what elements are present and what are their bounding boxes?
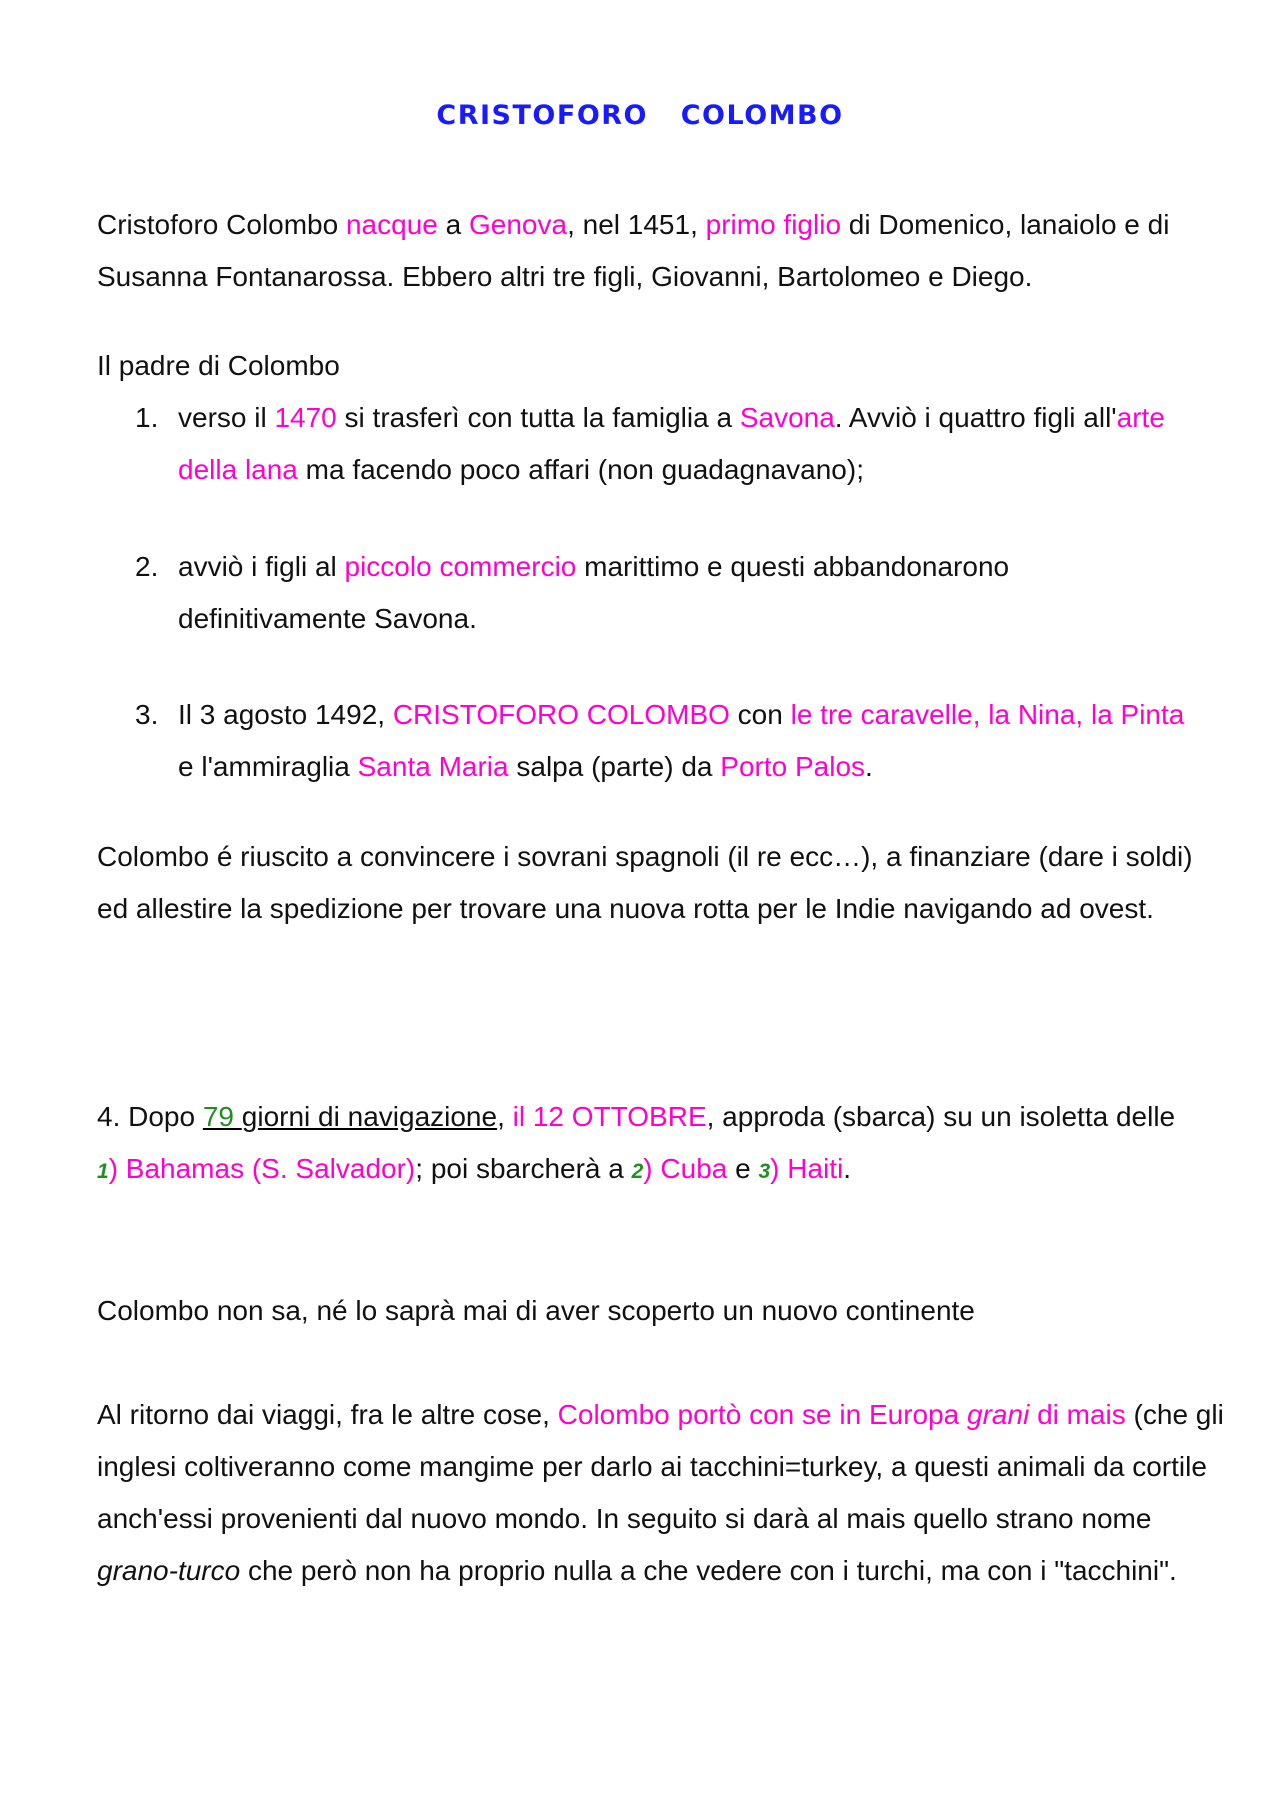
island-number-1: 1 [97,1160,109,1183]
list-item-3-text: Il 3 agosto 1492, CRISTOFORO COLOMBO con le tre caravelle, la Nina, la Pinta e l'ammiraglia Santa Maria salpa (parte) da Porto Palos. [178,699,1185,782]
island-number-3: 3 [758,1160,771,1183]
list-number-2: 2. [135,551,159,582]
paragraph-landing: 4. Dopo 79 giorni di navigazione, il 12 OTTOBRE, approda (sbarca) su un isoletta delle 1) Bahamas (S. Salvador); poi sbarcherà a 2) Cuba e 3) Haiti. [97,1101,1176,1184]
list-item-1 [97,392,1197,496]
list-item-2-text: avviò i figli al piccolo commercio marittimo e questi abbandonarono definitivamente Savona. [178,551,1010,634]
paragraph-father: Il padre di Colombo [97,350,340,381]
list-number-3: 3. [135,699,159,730]
paragraph-funding: Colombo é riuscito a convincere i sovrani spagnoli (il re ecc…), a finanziare (dare i soldi) ed allestire la spedizione per trovare una nuova rotta per le Indie navigando ad ovest. [97,841,1193,924]
list-item-3 [97,689,1197,793]
list-item-1-text: verso il 1470 si trasferì con tutta la famiglia a Savona. Avviò i quattro figli all'arte della lana ma facendo poco affari (non guadagnavano); [178,402,1165,485]
paragraph-corn: Al ritorno dai viaggi, fra le altre cose, Colombo portò con se in Europa grani di mais (che gli inglesi coltiveranno come mangime per darlo ai tacchini=turkey, a questi animali da cortile anch'essi provenienti dal nuovo mondo. In seguito si darà al mais quello strano nome grano-turco che però non ha proprio nulla a che vedere con i turchi, ma con i "tacchini". [97,1399,1224,1586]
list-number-1: 1. [135,402,159,433]
list-item-2 [97,541,1197,645]
island-number-2: 2 [631,1160,644,1183]
document-title: CRISTOFORO COLOMBO [436,100,844,131]
paragraph-continent: Colombo non sa, né lo saprà mai di aver scoperto un nuovo continente [97,1295,975,1326]
paragraph-birth: Cristoforo Colombo nacque a Genova, nel 1451, primo figlio di Domenico, lanaiolo e di Susanna Fontanarossa. Ebbero altri tre figli, Giovanni, Bartolomeo e Diego. [97,209,1170,292]
